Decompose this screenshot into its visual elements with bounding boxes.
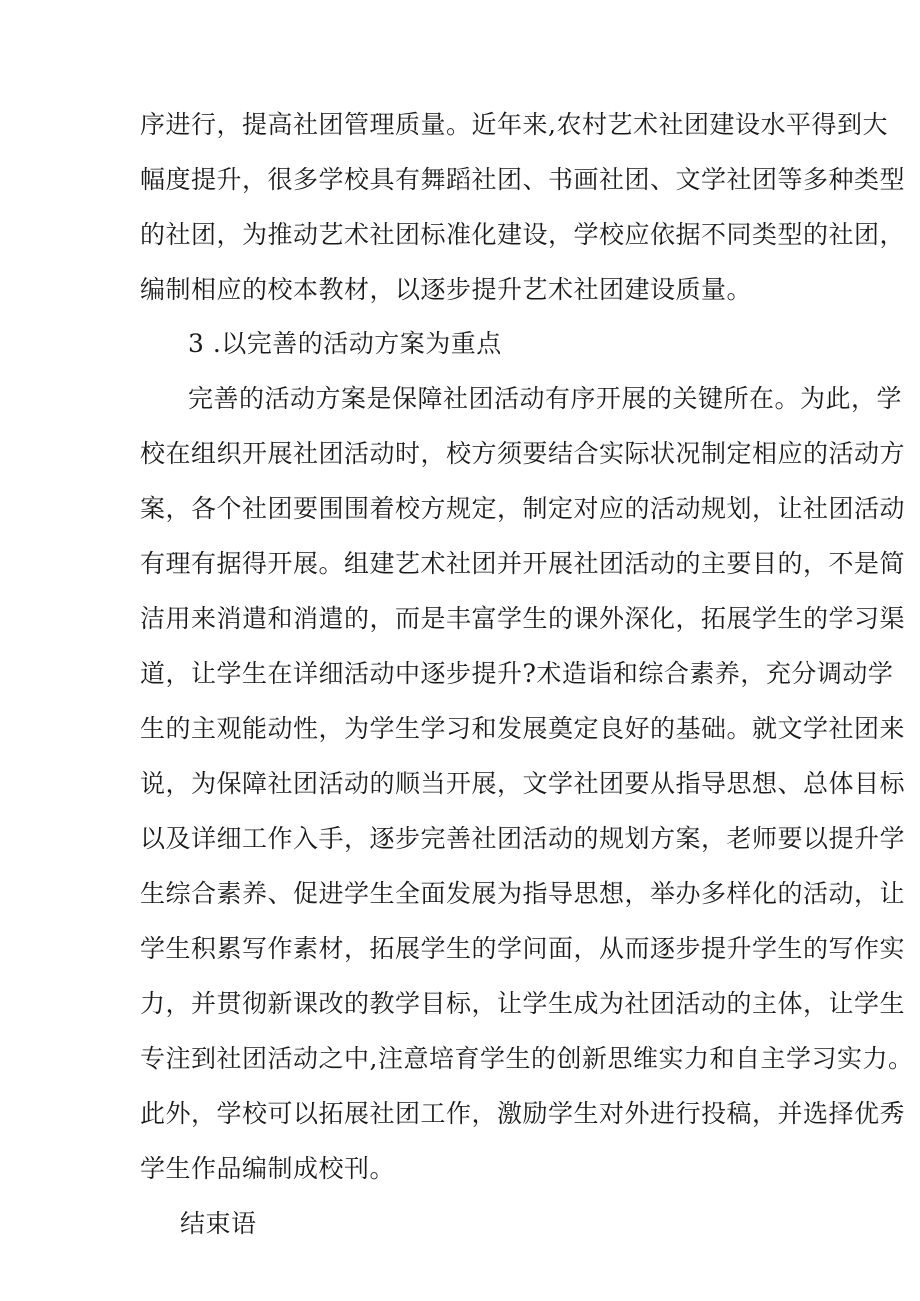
text-line: 此外，学校可以拓展社团工作，激励学生对外进行投稿，并选择优秀 bbox=[140, 1099, 906, 1128]
text-line: 专注到社团活动之中,注意培育学生的创新思维实力和自主学习实力。 bbox=[140, 1044, 914, 1073]
text-line: 序进行，提高社团管理质量。近年来,农村艺术社团建设水平得到大 bbox=[140, 110, 888, 139]
text-line: 学生作品编制成校刊。 bbox=[140, 1154, 396, 1183]
text-line: 完善的活动方案是保障社团活动有序开展的关键所在。为此，学 bbox=[188, 384, 903, 413]
conclusion-heading: 结束语 bbox=[180, 1209, 257, 1238]
text-line: 幅度提升，很多学校具有舞蹈社团、书画社团、文学社团等多种类型 bbox=[140, 165, 906, 194]
text-line: 说，为保障社团活动的顺当开展，文学社团要从指导思想、总体目标 bbox=[140, 769, 906, 798]
text-line: 力，并贯彻新课改的教学目标，让学生成为社团活动的主体，让学生 bbox=[140, 989, 906, 1018]
text-line: 生的主观能动性，为学生学习和发展奠定良好的基础。就文学社团来 bbox=[140, 714, 906, 743]
text-line: 以及详细工作入手，逐步完善社团活动的规划方案，老师要以提升学 bbox=[140, 824, 906, 853]
text-line: 的社团，为推动艺术社团标准化建设，学校应依据不同类型的社团， bbox=[140, 220, 906, 249]
text-line: 道，让学生在详细活动中逐步提升?术造诣和综合素养，充分调动学 bbox=[140, 659, 894, 688]
text-line: 校在组织开展社团活动时，校方须要结合实际状况制定相应的活动方 bbox=[140, 439, 906, 468]
text-line: 生综合素养、促进学生全面发展为指导思想，举办多样化的活动，让 bbox=[140, 879, 906, 908]
text-line: 有理有据得开展。组建艺术社团并开展社团活动的主要目的，不是简 bbox=[140, 549, 906, 578]
text-line: 编制相应的校本教材，以逐步提升艺术社团建设质量。 bbox=[140, 275, 753, 304]
text-line: 案，各个社团要围围着校方规定，制定对应的活动规划，让社团活动 bbox=[140, 494, 906, 523]
text-line: 学生积累写作素材，拓展学生的学问面，从而逐步提升学生的写作实 bbox=[140, 934, 906, 963]
text-line: 洁用来消遣和消遣的，而是丰富学生的课外深化，拓展学生的学习渠 bbox=[140, 604, 906, 633]
section-heading: 3 .以完善的活动方案为重点 bbox=[188, 329, 502, 358]
